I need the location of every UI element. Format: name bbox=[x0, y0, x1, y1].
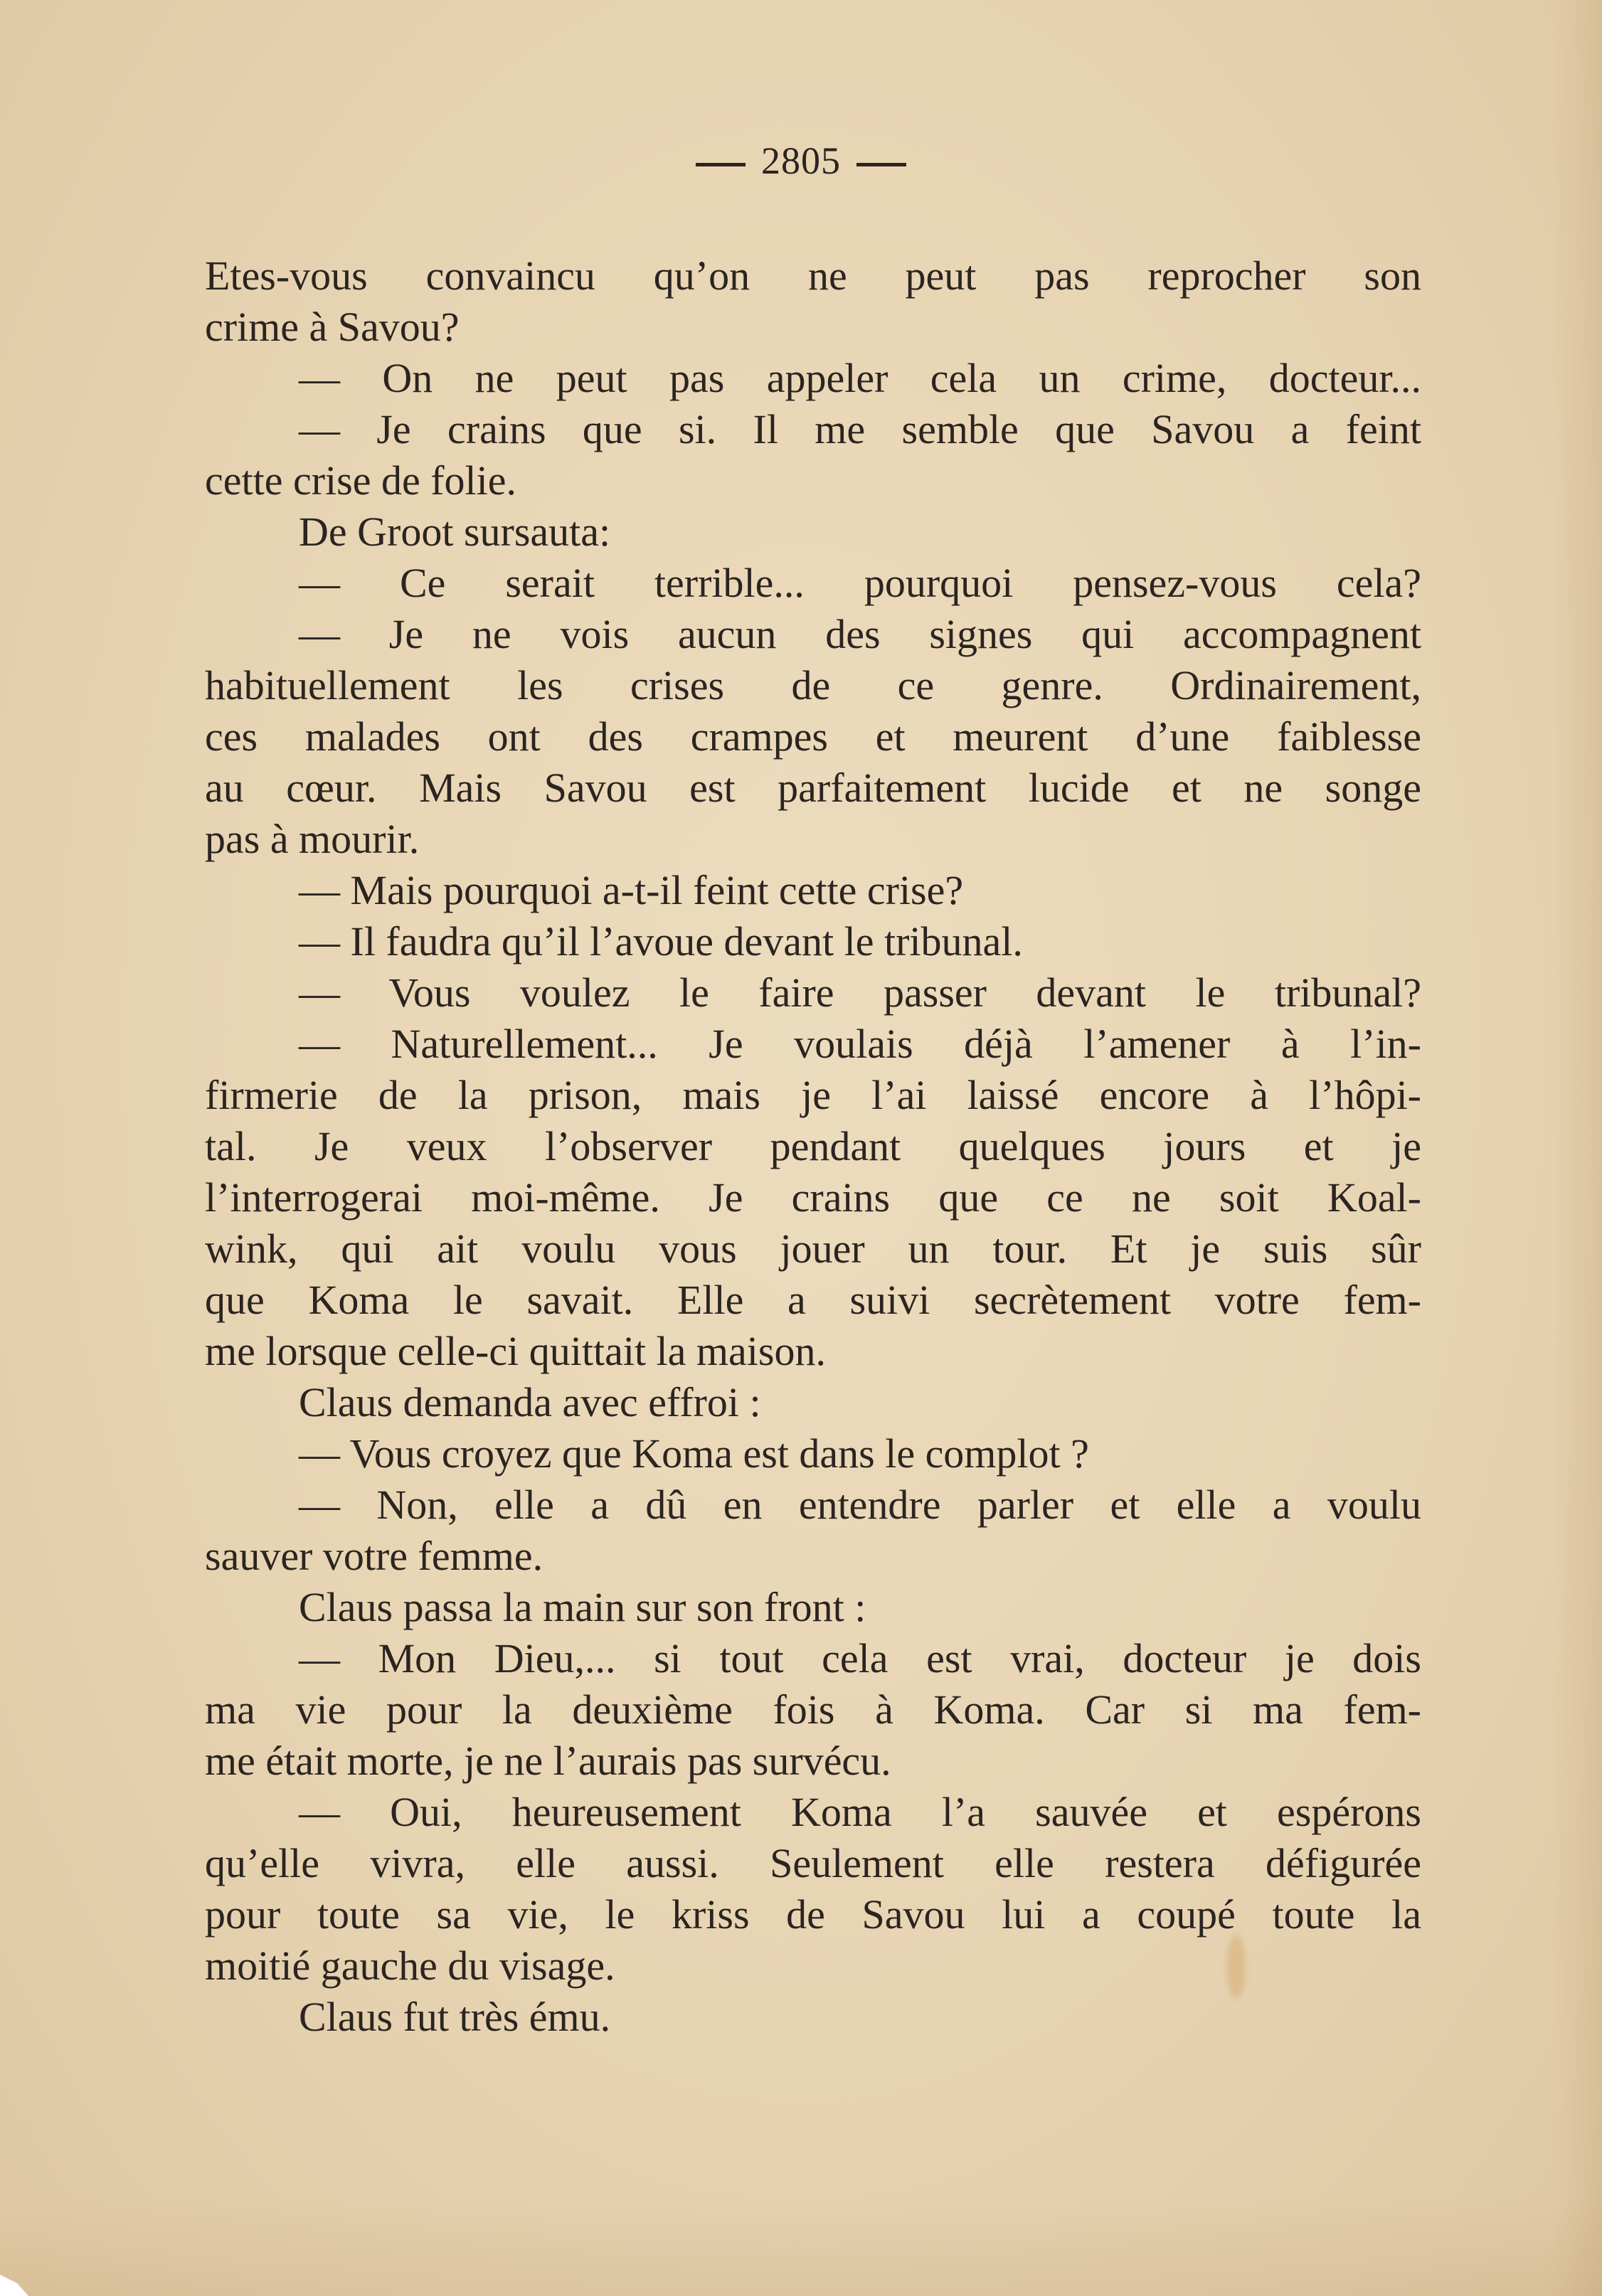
text-line: pour toute sa vie, le kriss de Savou lui a coupé toute la bbox=[205, 1891, 1421, 1938]
text-line: — Je crains que si. Il me semble que Savou a feint bbox=[299, 406, 1421, 452]
text-line: cette crise de folie. bbox=[205, 457, 516, 504]
text-line: — On ne peut pas appeler cela un crime, docteur... bbox=[299, 355, 1421, 401]
text-line: — Je ne vois aucun des signes qui accompagnent bbox=[299, 611, 1421, 657]
text-line: crime à Savou? bbox=[205, 304, 460, 350]
text-line: wink, qui ait voulu vous jouer un tour. Et je suis sûr bbox=[205, 1226, 1421, 1272]
text-line: l’interrogerai moi-même. Je crains que ce ne soit Koal- bbox=[205, 1174, 1421, 1221]
page-header bbox=[0, 139, 1602, 183]
text-line: De Groot sursauta: bbox=[299, 509, 611, 555]
text-line: qu’elle vivra, elle aussi. Seulement elle restera défigurée bbox=[205, 1840, 1421, 1886]
text-line: pas à mourir. bbox=[205, 816, 420, 862]
text-line: — Oui, heureusement Koma l’a sauvée et espérons bbox=[299, 1789, 1421, 1835]
text-line: Claus passa la main sur son front : bbox=[299, 1584, 866, 1630]
text-line: Claus demanda avec effroi : bbox=[299, 1379, 761, 1425]
text-line: habituellement les crises de ce genre. Ordinairement, bbox=[205, 662, 1421, 708]
text-line: tal. Je veux l’observer pendant quelques jours et je bbox=[205, 1123, 1421, 1169]
text-line: sauver votre femme. bbox=[205, 1533, 543, 1579]
text-line: — Mais pourquoi a-t-il feint cette crise? bbox=[299, 867, 964, 913]
text-line: que Koma le savait. Elle a suivi secrètement votre fem- bbox=[205, 1277, 1421, 1323]
text-line: — Vous voulez le faire passer devant le tribunal? bbox=[299, 969, 1421, 1016]
header-dash-left bbox=[696, 163, 746, 166]
page-bottom-shadow bbox=[0, 2196, 1602, 2296]
text-line: — Ce serait terrible... pourquoi pensez-vous cela? bbox=[299, 560, 1421, 606]
text-line: ces malades ont des crampes et meurent d’une faiblesse bbox=[205, 713, 1421, 760]
text-line: au cœur. Mais Savou est parfaitement lucide et ne songe bbox=[205, 765, 1421, 811]
body-text bbox=[205, 250, 1421, 2043]
page-edge-shadow bbox=[1552, 0, 1602, 2296]
text-line: — Vous croyez que Koma est dans le complot ? bbox=[299, 1430, 1089, 1477]
text-line: me était morte, je ne l’aurais pas survécu. bbox=[205, 1738, 891, 1784]
text-line: Etes-vous convaincu qu’on ne peut pas reprocher son bbox=[205, 253, 1421, 299]
header-dash-right bbox=[856, 163, 906, 166]
text-line: — Non, elle a dû en entendre parler et elle a voulu bbox=[299, 1482, 1421, 1528]
text-line: Claus fut très ému. bbox=[299, 1994, 611, 2040]
text-line: me lorsque celle-ci quittait la maison. bbox=[205, 1328, 826, 1374]
page-number: 2805 bbox=[761, 139, 841, 182]
text-line: firmerie de la prison, mais je l’ai laissé encore à l’hôpi- bbox=[205, 1072, 1421, 1118]
text-line: — Il faudra qu’il l’avoue devant le tribunal. bbox=[299, 918, 1023, 964]
text-line: — Naturellement... Je voulais déjà l’amener à l’in- bbox=[299, 1021, 1421, 1067]
text-line: — Mon Dieu,... si tout cela est vrai, docteur je dois bbox=[299, 1635, 1421, 1681]
text-line: ma vie pour la deuxième fois à Koma. Car si ma fem- bbox=[205, 1686, 1421, 1733]
text-line: moitié gauche du visage. bbox=[205, 1942, 615, 1989]
